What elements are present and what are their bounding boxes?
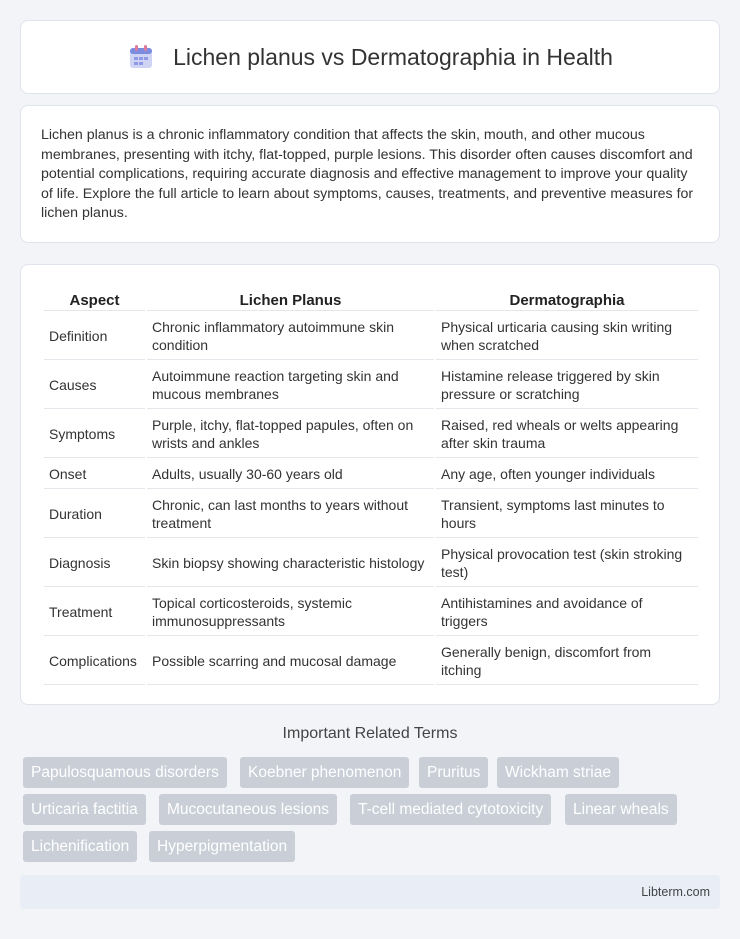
comparison-table [42,285,700,687]
header-lichen-planus: Lichen Planus [147,287,434,311]
tag-hyperpigmentation[interactable]: Hyperpigmentation [149,831,295,862]
tag-mucocutaneous-lesions[interactable]: Mucocutaneous lesions [159,794,337,825]
tag-koebner-phenomenon[interactable]: Koebner phenomenon [240,757,409,788]
aspect-cell: Duration [44,491,145,538]
aspect-cell: Symptoms [44,411,145,458]
aspect-cell: Complications [44,638,145,685]
tag-t-cell-mediated-cytotoxicity[interactable]: T-cell mediated cytotoxicity [350,794,551,825]
lichen-planus-cell: Chronic, can last months to years without treatment [147,491,434,538]
intro-card [20,105,720,243]
page-title: Lichen planus vs Dermatographia in Health [173,43,613,70]
table-row [44,491,698,538]
aspect-cell: Diagnosis [44,540,145,587]
dermatographia-cell: Physical provocation test (skin stroking test) [436,540,698,587]
aspect-cell: Definition [44,313,145,360]
tag-papulosquamous-disorders[interactable]: Papulosquamous disorders [23,757,227,788]
intro-paragraph: Lichen planus is a chronic inflammatory condition that affects the skin, mouth, and other mucous membranes, presenting with itchy, flat-topped, purple lesions. This disorder often causes discomfort and potential complications, requiring accurate diagnosis and effective management to improve your quality of life. Explore the full article to learn about symptoms, causes, treatments, and preventive measures for lichen planus. [41,127,694,222]
dermatographia-cell: Physical urticaria causing skin writing when scratched [436,313,698,360]
comparison-card [20,264,720,705]
aspect-cell: Causes [44,362,145,409]
table-row [44,313,698,360]
lichen-planus-cell: Topical corticosteroids, systemic immunosuppressants [147,589,434,636]
footer-site-link[interactable]: Libterm.com [641,885,710,899]
related-terms-title: Important Related Terms [282,725,458,742]
dermatographia-cell: Any age, often younger individuals [436,460,698,489]
table-row [44,460,698,489]
table-row [44,411,698,458]
dermatographia-cell: Transient, symptoms last minutes to hours [436,491,698,538]
lichen-planus-cell: Chronic inflammatory autoimmune skin condition [147,313,434,360]
tag-urticaria-factitia[interactable]: Urticaria factitia [23,794,146,825]
tag-pruritus[interactable]: Pruritus [419,757,488,788]
tag-linear-wheals[interactable]: Linear wheals [565,794,677,825]
table-row [44,362,698,409]
aspect-cell: Treatment [44,589,145,636]
dermatographia-cell: Antihistamines and avoidance of triggers [436,589,698,636]
lichen-planus-cell: Autoimmune reaction targeting skin and mucous membranes [147,362,434,409]
table-row [44,638,698,685]
tag-wickham-striae[interactable]: Wickham striae [497,757,619,788]
dermatographia-cell: Raised, red wheals or welts appearing after skin trauma [436,411,698,458]
table-header-row [44,287,698,311]
table-row [44,589,698,636]
dermatographia-cell: Histamine release triggered by skin pressure or scratching [436,362,698,409]
aspect-cell: Onset [44,460,145,489]
tag-lichenification[interactable]: Lichenification [23,831,137,862]
calendar-icon [127,43,155,71]
footer [20,875,720,909]
lichen-planus-cell: Skin biopsy showing characteristic histology [147,540,434,587]
dermatographia-cell: Generally benign, discomfort from itching [436,638,698,685]
header-dermatographia: Dermatographia [436,287,698,311]
lichen-planus-cell: Possible scarring and mucosal damage [147,638,434,685]
table-row [44,540,698,587]
header-aspect: Aspect [44,287,145,311]
lichen-planus-cell: Adults, usually 30-60 years old [147,460,434,489]
lichen-planus-cell: Purple, itchy, flat-topped papules, often on wrists and ankles [147,411,434,458]
title-card [20,20,720,94]
